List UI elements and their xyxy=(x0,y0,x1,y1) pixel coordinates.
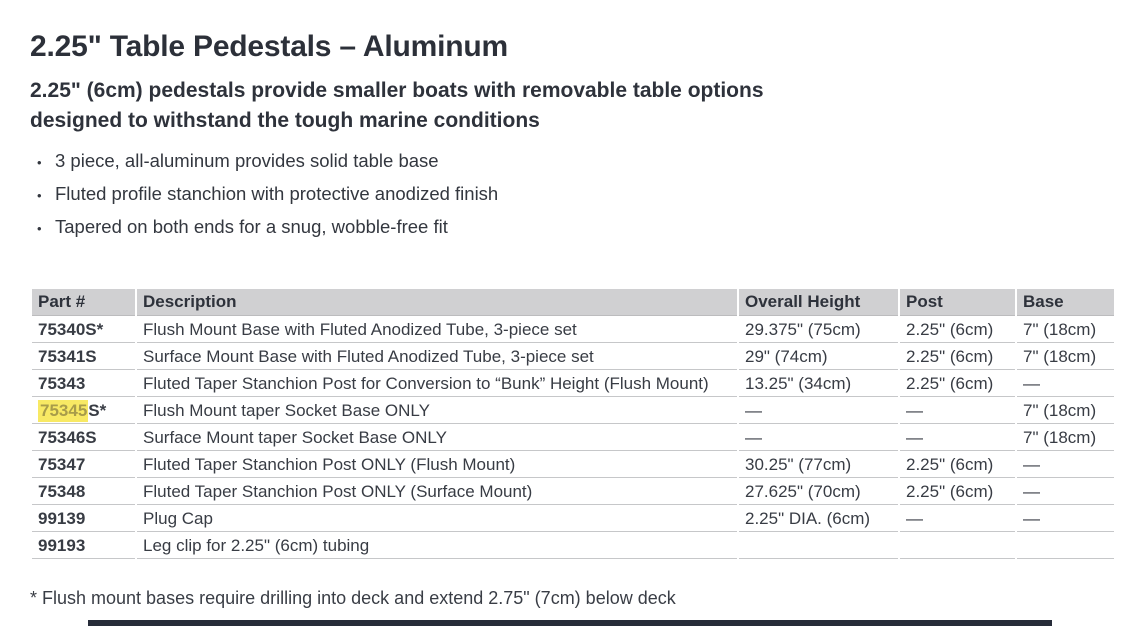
subtitle-line-2: designed to withstand the tough marine conditions xyxy=(30,109,540,132)
bullet-text: 3 piece, all-aluminum provides solid table base xyxy=(55,150,439,171)
part-description: Flush Mount Base with Fluted Anodized Tube, 3-piece set xyxy=(137,316,737,343)
overall-height-value: 13.25" (34cm) xyxy=(739,370,898,397)
part-description: Surface Mount taper Socket Base ONLY xyxy=(137,424,737,451)
part-number: 99139 xyxy=(32,505,135,532)
part-number-suffix: S* xyxy=(88,401,107,420)
parts-table xyxy=(30,289,1116,559)
part-number: 75341S xyxy=(32,343,135,370)
bullet-item xyxy=(30,150,1112,172)
bullet-text: Fluted profile stanchion with protective anodized finish xyxy=(55,183,499,204)
column-header-description: Description xyxy=(137,289,737,316)
overall-height-value: — xyxy=(739,397,898,424)
table-row xyxy=(32,505,1114,532)
table-row xyxy=(32,532,1114,559)
part-number: 75343 xyxy=(32,370,135,397)
page-bottom-edge-bar xyxy=(88,620,1052,626)
post-value: 2.25" (6cm) xyxy=(900,451,1015,478)
table-header-row xyxy=(32,289,1114,316)
part-description: Leg clip for 2.25" (6cm) tubing xyxy=(137,532,737,559)
bullet-text: Tapered on both ends for a snug, wobble-free fit xyxy=(55,216,448,237)
subtitle-line-1: 2.25" (6cm) pedestals provide smaller boats with removable table options xyxy=(30,79,764,102)
table-row xyxy=(32,478,1114,505)
base-value: 7" (18cm) xyxy=(1017,397,1114,424)
bullet-icon: • xyxy=(37,188,42,203)
part-description: Fluted Taper Stanchion Post for Conversion to “Bunk” Height (Flush Mount) xyxy=(137,370,737,397)
part-number: 75340S* xyxy=(32,316,135,343)
column-header-base: Base xyxy=(1017,289,1114,316)
part-number: 75347 xyxy=(32,451,135,478)
base-value: — xyxy=(1017,451,1114,478)
part-number-highlighted xyxy=(32,397,135,424)
base-value: — xyxy=(1017,505,1114,532)
overall-height-value: 29.375" (75cm) xyxy=(739,316,898,343)
column-header-post: Post xyxy=(900,289,1015,316)
post-value: — xyxy=(900,424,1015,451)
part-description: Flush Mount taper Socket Base ONLY xyxy=(137,397,737,424)
part-description: Fluted Taper Stanchion Post ONLY (Surface Mount) xyxy=(137,478,737,505)
base-value: 7" (18cm) xyxy=(1017,343,1114,370)
post-value: — xyxy=(900,505,1015,532)
overall-height-value: 27.625" (70cm) xyxy=(739,478,898,505)
bullet-icon: • xyxy=(37,221,42,236)
post-value xyxy=(900,532,1015,559)
overall-height-value xyxy=(739,532,898,559)
table-row xyxy=(32,370,1114,397)
table-row xyxy=(32,343,1114,370)
base-value: — xyxy=(1017,370,1114,397)
bullet-icon: • xyxy=(37,155,42,170)
part-number: 75346S xyxy=(32,424,135,451)
overall-height-value: 2.25" DIA. (6cm) xyxy=(739,505,898,532)
post-value: — xyxy=(900,397,1015,424)
base-value xyxy=(1017,532,1114,559)
part-description: Surface Mount Base with Fluted Anodized Tube, 3-piece set xyxy=(137,343,737,370)
search-highlight: 75345 xyxy=(40,401,88,420)
base-value: 7" (18cm) xyxy=(1017,424,1114,451)
page-subtitle xyxy=(30,76,930,136)
footnote: * Flush mount bases require drilling into deck and extend 2.75" (7cm) below deck xyxy=(30,588,676,608)
column-header-part: Part # xyxy=(32,289,135,316)
bullet-item xyxy=(30,183,1112,205)
post-value: 2.25" (6cm) xyxy=(900,343,1015,370)
table-row xyxy=(32,316,1114,343)
table-row xyxy=(32,451,1114,478)
feature-bullet-list xyxy=(30,150,1112,238)
bullet-item xyxy=(30,216,1112,238)
base-value: 7" (18cm) xyxy=(1017,316,1114,343)
part-description: Plug Cap xyxy=(137,505,737,532)
table-row xyxy=(32,397,1114,424)
post-value: 2.25" (6cm) xyxy=(900,478,1015,505)
page-title: 2.25" Table Pedestals – Aluminum xyxy=(30,30,508,63)
overall-height-value: 29" (74cm) xyxy=(739,343,898,370)
part-number: 75348 xyxy=(32,478,135,505)
part-number: 99193 xyxy=(32,532,135,559)
overall-height-value: — xyxy=(739,424,898,451)
column-header-overall-height: Overall Height xyxy=(739,289,898,316)
overall-height-value: 30.25" (77cm) xyxy=(739,451,898,478)
post-value: 2.25" (6cm) xyxy=(900,370,1015,397)
part-description: Fluted Taper Stanchion Post ONLY (Flush Mount) xyxy=(137,451,737,478)
post-value: 2.25" (6cm) xyxy=(900,316,1015,343)
base-value: — xyxy=(1017,478,1114,505)
table-row xyxy=(32,424,1114,451)
